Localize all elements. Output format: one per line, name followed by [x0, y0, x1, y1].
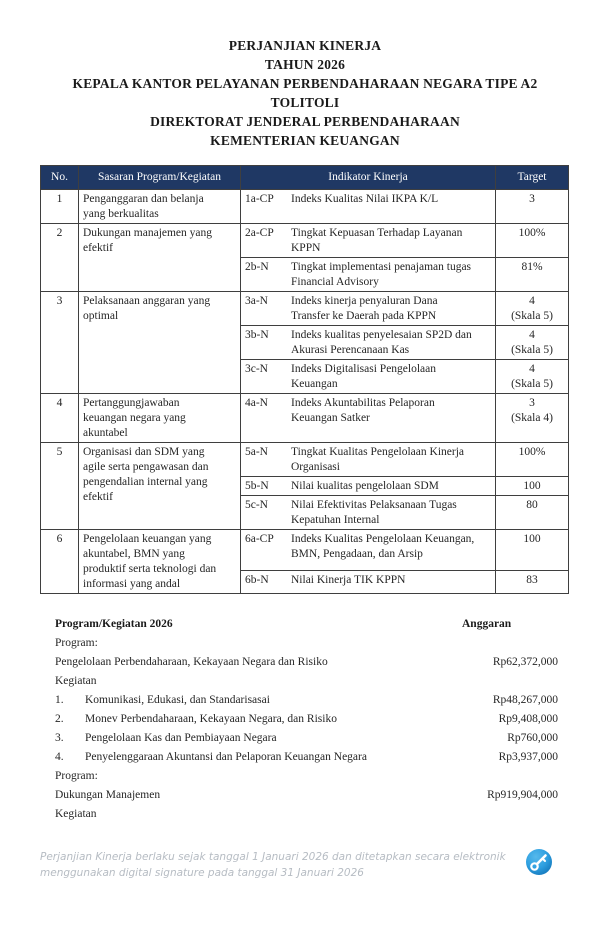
- kegiatan-label: [55, 808, 558, 827]
- indicator-text: Indeks Akuntabilitas Pelaporan Keuangan Satker: [291, 397, 435, 424]
- item-number: 1.: [55, 694, 64, 706]
- title-line-2: TAHUN 2026: [264, 57, 346, 72]
- header-indikator: Indikator Kinerja: [241, 166, 496, 190]
- target-cell: [496, 224, 569, 258]
- kinerja-table: [40, 165, 569, 594]
- item-amount: Rp9,408,000: [498, 713, 558, 725]
- target-cell: [496, 360, 569, 394]
- target-value: 83: [526, 574, 538, 587]
- program-label: [55, 770, 558, 789]
- sasaran-cell: [79, 224, 241, 292]
- title-line-1: PERJANJIAN KINERJA: [228, 38, 382, 53]
- program-section-header: [55, 618, 558, 637]
- target-scale: (Skala 5): [511, 378, 553, 390]
- kegiatan-label-text: Kegiatan: [55, 808, 97, 820]
- indicator-code: 2b-N: [245, 261, 269, 273]
- item-amount: Rp760,000: [507, 732, 558, 744]
- target-value: 81%: [521, 261, 543, 273]
- item-text: Komunikasi, Edukasi, dan Standarisasai: [85, 694, 270, 706]
- table-row: [41, 530, 569, 571]
- header-no: No.: [41, 166, 79, 190]
- indicator-text: Tingkat Kualitas Pengelolaan Kinerja Organisasi: [291, 446, 464, 473]
- table-row: [41, 190, 569, 224]
- program-label-text: Program:: [55, 770, 98, 782]
- table-row: [41, 224, 569, 258]
- program-line: [55, 656, 558, 675]
- target-cell: [496, 258, 569, 292]
- item-amount: Rp3,937,000: [498, 751, 558, 763]
- program-label: [55, 637, 558, 656]
- sasaran-cell: [79, 394, 241, 443]
- target-value: 4: [529, 295, 535, 307]
- title-line-5: DIREKTORAT JENDERAL PERBENDAHARAAN: [150, 114, 460, 129]
- indicator-text: Nilai Kinerja TIK KPPN: [291, 574, 406, 587]
- table-row: [41, 443, 569, 477]
- indicator-code: 3b-N: [245, 329, 269, 341]
- table-header-row: [41, 166, 569, 190]
- title-line-4: TOLITOLI: [270, 95, 340, 110]
- indicator-code: 3c-N: [245, 363, 268, 375]
- title-line-6: KEMENTERIAN KEUANGAN: [210, 133, 400, 148]
- target-cell: [496, 443, 569, 477]
- kegiatan-label: [55, 675, 558, 694]
- indicator-cell: [241, 224, 496, 258]
- indicator-cell: [241, 477, 496, 496]
- row-number-cell: 4: [41, 394, 79, 443]
- indicator-text: Tingkat Kepuasan Terhadap Layanan KPPN: [291, 227, 463, 254]
- target-scale: (Skala 5): [511, 344, 553, 356]
- sasaran-cell: [79, 443, 241, 530]
- sasaran-cell: [79, 530, 241, 594]
- indicator-code: 1a-CP: [245, 193, 274, 205]
- indicator-cell: [241, 258, 496, 292]
- row-number-cell: 2: [41, 224, 79, 292]
- indicator-text: Tingkat implementasi penajaman tugas Financial Advisory: [291, 261, 472, 288]
- program-label-text: Program:: [55, 637, 98, 649]
- item-number: 2.: [55, 713, 64, 725]
- anggaran-header: Anggaran: [462, 618, 512, 630]
- table-row: [41, 292, 569, 326]
- program-amount: Rp919,904,000: [487, 789, 558, 801]
- indicator-code: 3a-N: [245, 295, 268, 307]
- target-value: 100: [523, 480, 541, 492]
- row-number-cell: 3: [41, 292, 79, 394]
- header-target: Target: [496, 166, 569, 190]
- row-number-cell: 1: [41, 190, 79, 224]
- indicator-code: 5b-N: [245, 480, 269, 492]
- program-name: Dukungan Manajemen: [55, 789, 161, 801]
- target-value: 100%: [518, 227, 546, 239]
- sasaran-cell: [79, 292, 241, 394]
- item-text: Penyelenggaraan Akuntansi dan Pelaporan Keuangan Negara: [85, 751, 367, 763]
- target-scale: (Skala 5): [511, 310, 553, 322]
- target-value: 3: [529, 397, 535, 409]
- program-line: [55, 789, 558, 808]
- item-number: 3.: [55, 732, 64, 744]
- sasaran-cell: [79, 190, 241, 224]
- sasaran-text: Pelaksanaan anggaran yang optimal: [83, 295, 211, 322]
- indicator-text: Nilai Efektivitas Pelaksanaan Tugas Kepatuhan Internal: [291, 499, 457, 526]
- target-cell: [496, 292, 569, 326]
- item-amount: Rp48,267,000: [492, 694, 558, 706]
- indicator-cell: [241, 360, 496, 394]
- target-scale: (Skala 4): [511, 412, 553, 424]
- item-text: Pengelolaan Kas dan Pembiayaan Negara: [85, 732, 277, 744]
- row-number-cell: 5: [41, 443, 79, 530]
- footer-note: Perjanjian Kinerja berlaku sejak tanggal 1 Januari 2026 dan ditetapkan secara elektronik menggunakan digital signature pada tanggal 31 Januari 2026: [40, 851, 506, 879]
- sasaran-text: Organisasi dan SDM yang agile serta pengawasan dan pengendalian internal yang efektif: [83, 446, 209, 503]
- indicator-code: 5c-N: [245, 499, 268, 511]
- indicator-cell: [241, 394, 496, 443]
- target-cell: [496, 571, 569, 594]
- target-cell: [496, 477, 569, 496]
- target-value: 80: [526, 499, 538, 511]
- indicator-text: Indeks Kualitas Pengelolaan Keuangan, BMN, Pengadaan, dan Arsip: [291, 533, 475, 560]
- target-value: 100: [523, 533, 541, 545]
- indicator-cell: [241, 571, 496, 594]
- program-kegiatan-header: Program/Kegiatan 2026: [55, 618, 173, 630]
- program-amount: Rp62,372,000: [492, 656, 558, 668]
- indicator-cell: [241, 326, 496, 360]
- sasaran-text: Penganggaran dan belanja yang berkualitas: [83, 193, 204, 220]
- document-title: [0, 0, 610, 150]
- kegiatan-item: [55, 732, 558, 751]
- program-name: Pengelolaan Perbendaharaan, Kekayaan Negara dan Risiko: [55, 656, 328, 668]
- target-cell: [496, 190, 569, 224]
- sasaran-text: Pengelolaan keuangan yang akuntabel, BMN yang produktif serta teknologi dan informasi yang andal: [83, 533, 217, 590]
- program-section: [55, 618, 558, 827]
- target-value: 4: [529, 329, 535, 341]
- indicator-code: 4a-N: [245, 397, 268, 409]
- target-value: 100%: [518, 446, 546, 458]
- indicator-code: 2a-CP: [245, 227, 274, 239]
- target-cell: [496, 326, 569, 360]
- target-cell: [496, 530, 569, 571]
- indicator-code: 6b-N: [245, 574, 269, 587]
- row-number-cell: 6: [41, 530, 79, 594]
- indicator-text: Indeks Kualitas Nilai IKPA K/L: [291, 193, 439, 205]
- indicator-cell: [241, 190, 496, 224]
- indicator-cell: [241, 496, 496, 530]
- sasaran-text: Dukungan manajemen yang efektif: [83, 227, 213, 254]
- kegiatan-item: [55, 751, 558, 770]
- sasaran-text: Pertanggungjawaban keuangan negara yang akuntabel: [83, 397, 186, 439]
- target-cell: [496, 496, 569, 530]
- item-text: Monev Perbendaharaan, Kekayaan Negara, dan Risiko: [85, 713, 337, 725]
- kegiatan-label-text: Kegiatan: [55, 675, 97, 687]
- indicator-text: Indeks kinerja penyaluran Dana Transfer ke Daerah pada KPPN: [291, 295, 438, 322]
- header-sasaran: Sasaran Program/Kegiatan: [79, 166, 241, 190]
- target-value: 4: [529, 363, 535, 375]
- indicator-text: Indeks kualitas penyelesaian SP2D dan Akurasi Perencanaan Kas: [291, 329, 472, 356]
- digital-signature-seal-icon: [525, 848, 553, 876]
- kegiatan-item: [55, 694, 558, 713]
- target-value: 3: [529, 193, 535, 205]
- title-line-3: KEPALA KANTOR PELAYANAN PERBENDAHARAAN NEGARA TIPE A2: [72, 76, 538, 91]
- kegiatan-item: [55, 713, 558, 732]
- item-number: 4.: [55, 751, 64, 763]
- target-cell: [496, 394, 569, 443]
- indicator-cell: [241, 443, 496, 477]
- table-row: [41, 394, 569, 443]
- indicator-code: 5a-N: [245, 446, 268, 458]
- indicator-text: Indeks Digitalisasi Pengelolaan Keuangan: [291, 363, 436, 390]
- indicator-code: 6a-CP: [245, 533, 274, 545]
- indicator-text: Nilai kualitas pengelolaan SDM: [291, 480, 439, 492]
- indicator-cell: [241, 292, 496, 326]
- indicator-cell: [241, 530, 496, 571]
